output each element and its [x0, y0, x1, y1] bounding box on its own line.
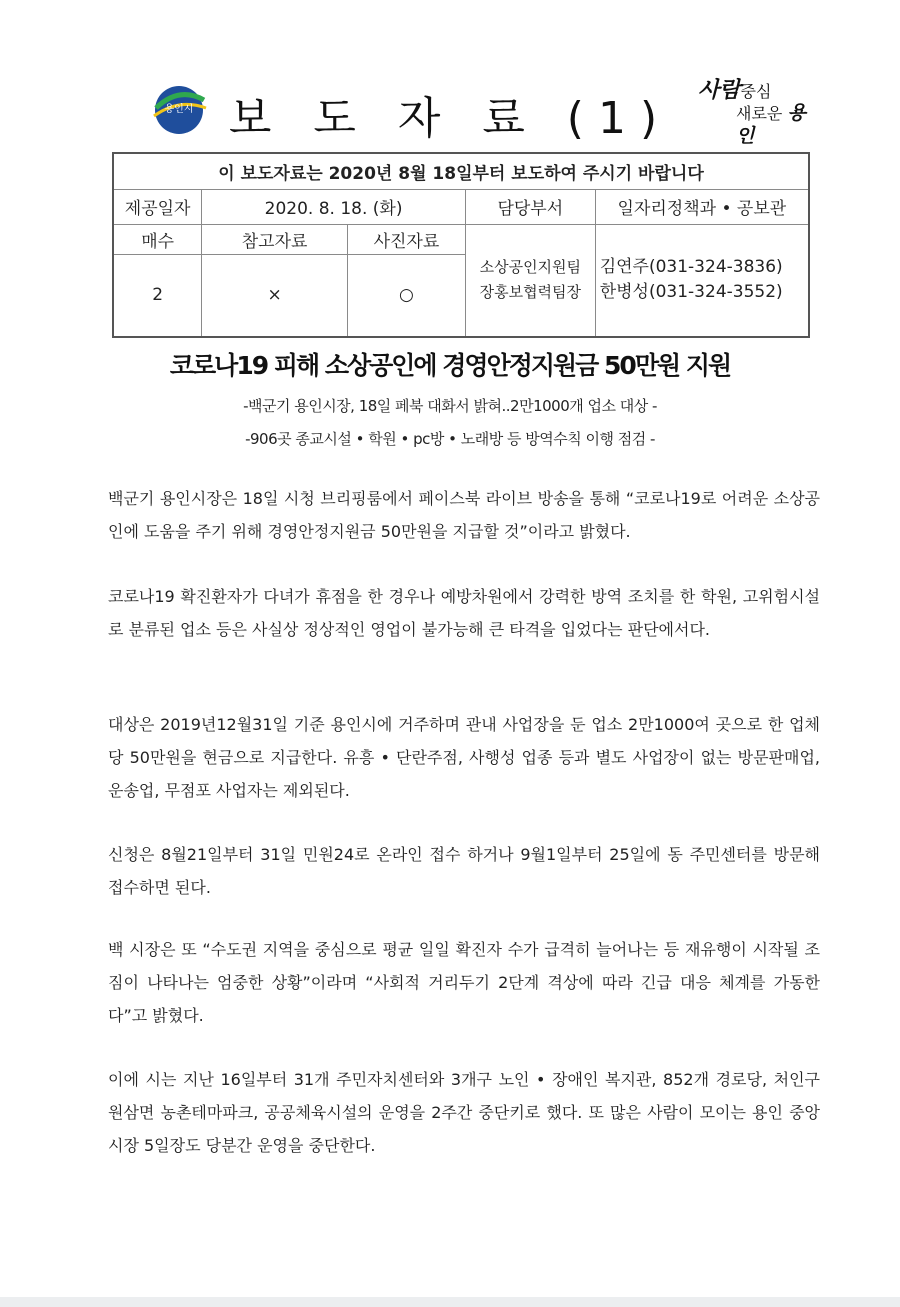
department-value: 일자리정책과 • 공보관: [595, 189, 809, 224]
bottom-bar: [0, 1297, 900, 1307]
embargo-notice: 이 보도자료는 2020년 8월 18일부터 보도하여 주시기 바랍니다: [113, 153, 809, 189]
slogan-word-new: 새로운: [736, 104, 788, 123]
subheading-2: -906곳 종교시설 • 학원 • pc방 • 노래방 등 방역수칙 이행 점검 -: [245, 430, 655, 448]
date-value: 2020. 8. 18. (화): [202, 189, 466, 224]
team-name-1: 소상공인지원팀: [479, 258, 582, 277]
slogan-word-people: 사람: [698, 77, 741, 103]
contact-cell: [595, 224, 809, 337]
photo-value: ○: [347, 254, 465, 337]
document-title: 보 도 자 료 (1): [228, 93, 672, 144]
date-label: 제공일자: [113, 189, 202, 224]
release-info-table: [112, 152, 810, 338]
body-paragraph-2: 코로나19 확진환자가 다녀가 휴점을 한 경우나 예방차원에서 강력한 방역 조치를 한 학원, 고위험시설로 분류된 업소 등은 사실상 정상적인 영업이 불가능해 큰 타격을 입었다는 판단에서다.: [108, 587, 820, 639]
body-paragraph-1: 백군기 용인시장은 18일 시청 브리핑룸에서 페이스북 라이브 방송을 통해 “코로나19로 어려운 소상공인에 도움을 주기 위해 경영안정지원금 50만원을 지급할 것”이라고 밝혔다.: [108, 489, 820, 541]
department-label: 담당부서: [465, 189, 595, 224]
headline: 코로나19 피해 소상공인에 경영안정지원금 50만원 지원: [169, 351, 731, 380]
body-paragraph-6: 이에 시는 지난 16일부터 31개 주민자치센터와 3개구 노인 • 장애인 복지관, 852개 경로당, 처인구 원삼면 농촌테마파크, 공공체육시설의 운영을 2주간 중단키로 했다. 또 많은 사람이 모이는 용인 중앙시장 5일장도 당분간 운영을 중단한다.: [108, 1070, 820, 1155]
city-slogan: [698, 77, 818, 148]
logo-text: 용인시: [164, 104, 194, 115]
subheading-1: -백군기 용인시장, 18일 페북 대화서 밝혀..2만1000개 업소 대상 -: [243, 397, 657, 415]
team-cell: [465, 224, 595, 337]
pages-label: 매수: [113, 224, 202, 254]
contact-1: 김연주(031-324-3836): [599, 257, 783, 278]
reference-label: 참고자료: [202, 224, 348, 254]
team-name-2: 장홍보협력팀장: [479, 283, 582, 302]
pages-value: 2: [113, 254, 202, 337]
reference-value: ×: [202, 254, 348, 337]
body-paragraph-3: 대상은 2019년12월31일 기준 용인시에 거주하며 관내 사업장을 둔 업소 2만1000여 곳으로 한 업체당 50만원을 현금으로 지급한다. 유흥 • 단란주점, 사행성 업종 등과 별도 사업장이 없는 방문판매업, 운송업, 무점포 사업자는 제외된다.: [108, 715, 820, 800]
photo-label: 사진자료: [347, 224, 465, 254]
slogan-word-yongin: 용인: [736, 102, 806, 147]
body-paragraph-5: 백 시장은 또 “수도권 지역을 중심으로 평균 일일 확진자 수가 급격히 늘어나는 등 재유행이 시작될 조짐이 나타나는 엄중한 상황”이라며 “사회적 거리두기 2단계 격상에 따라 긴급 대응 체계를 가동한다”고 밝혔다.: [108, 940, 820, 1025]
contact-2: 한병성(031-324-3552): [599, 282, 783, 303]
body-paragraph-4: 신청은 8월21일부터 31일 민원24로 온라인 접수 하거나 9월1일부터 25일에 동 주민센터를 방문해 접수하면 된다.: [108, 845, 820, 897]
slogan-word-centered: 중심: [740, 82, 772, 101]
